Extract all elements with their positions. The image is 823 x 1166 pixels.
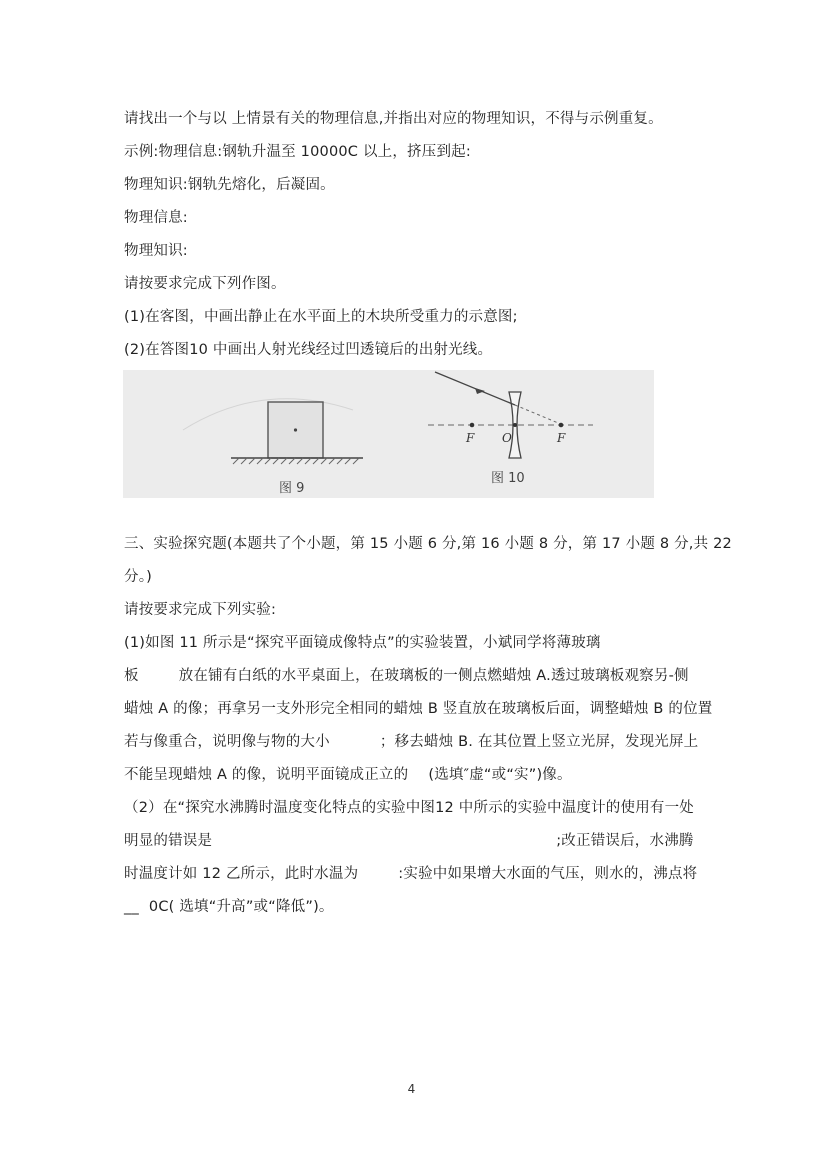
q1-line5-start: 不能呈现蜡烛 A 的像，说明平面镜成正立的: [124, 767, 409, 783]
q2-line3: [124, 862, 697, 883]
section3-heading-line2: 分。): [124, 569, 153, 585]
q1-line2: [124, 664, 689, 685]
focus-left-point: [470, 423, 475, 428]
q1-line5-rest: (选填″虚“或“实”)像。: [428, 767, 572, 783]
ground-hatching: [233, 458, 359, 464]
q1-line2-start: 板: [124, 668, 139, 684]
incident-ray: [435, 372, 515, 405]
q1-line4-rest: ；移去蜡烛 B. 在其位置上竖立光屏，发现光屏上: [379, 734, 699, 750]
label-o: O: [502, 431, 512, 445]
page-number: 4: [407, 1082, 416, 1096]
q1-line2-rest: 放在铺有白纸的水平桌面上，在玻璃板的一侧点燃蜡烛 A.透过玻璃板观察另-侧: [178, 668, 689, 684]
q1-line5: [124, 763, 572, 784]
figure-drawing: [123, 370, 654, 498]
q2-line2-rest: ;改正错误后，水沸腾: [556, 833, 694, 849]
text-line-8: (2)在答图10 中画出人射光线经过凹透镜后的出射光线。: [124, 342, 493, 358]
block-center-point: [294, 428, 297, 431]
section3-heading-line1: 三、实验探究题(本题共了个小题，第 15 小题 6 分,第 16 小题 8 分，第 17 小题 8 分,共 22: [124, 536, 732, 552]
text-line-1: 请找出一个与以 上情景有关的物理信息,并指出对应的物理知识，不得与示例重复。: [124, 111, 663, 127]
label-f-right: F: [557, 431, 566, 445]
q2-line4: [124, 895, 334, 916]
optical-center-point: [513, 423, 517, 427]
text-line-4: 物理信息:: [124, 210, 188, 226]
text-line-6: 请按要求完成下列作图。: [124, 276, 286, 292]
q2-line3-rest: :实验中如果增大水面的气压，则水的，沸点将: [398, 866, 698, 882]
fig9-caption: 图 9: [279, 481, 305, 496]
q2-line4-rest: 0C( 选填“升高”或“降低”)。: [148, 899, 334, 915]
ray-arrow-icon: [475, 388, 485, 394]
section3-intro: 请按要求完成下列实验:: [124, 602, 277, 618]
fig10-caption: 图 10: [491, 471, 525, 486]
q1-line3: 蜡烛 A 的像；再拿另一支外形完全相同的蜡烛 B 竖直放在玻璃板后面，调整蜡烛 B 的位置: [124, 701, 713, 717]
figure-9-10: [123, 370, 654, 498]
text-line-7: (1)在客图，中画出静止在水平面上的木块所受重力的示意图;: [124, 309, 518, 325]
q1-line1: (1)如图 11 所示是“探究平面镜成像特点”的实验装置，小斌同学将薄玻璃: [124, 635, 601, 651]
text-line-2: 示例:物理信息:钢轨升温至 10000C 以上，挤压到起:: [124, 144, 471, 160]
extension-line: [515, 405, 563, 425]
text-line-3: 物理知识:钢轨先熔化，后凝固。: [124, 177, 335, 193]
q2-line4-blank: __: [124, 899, 139, 915]
q1-line4-start: 若与像重合，说明像与物的大小: [124, 734, 330, 750]
q2-line2-start: 明显的错误是: [124, 833, 213, 849]
q2-line1: （2）在“探究水沸腾时温度变化特点的实验中图12 中所示的实验中温度计的使用有一处: [124, 800, 694, 816]
q1-line4: [124, 730, 698, 751]
q2-line2: [124, 829, 694, 850]
label-f-left: F: [466, 431, 475, 445]
text-line-5: 物理知识:: [124, 243, 188, 259]
q2-line3-start: 时温度计如 12 乙所示，此时水温为: [124, 866, 359, 882]
focus-right-point: [559, 423, 564, 428]
